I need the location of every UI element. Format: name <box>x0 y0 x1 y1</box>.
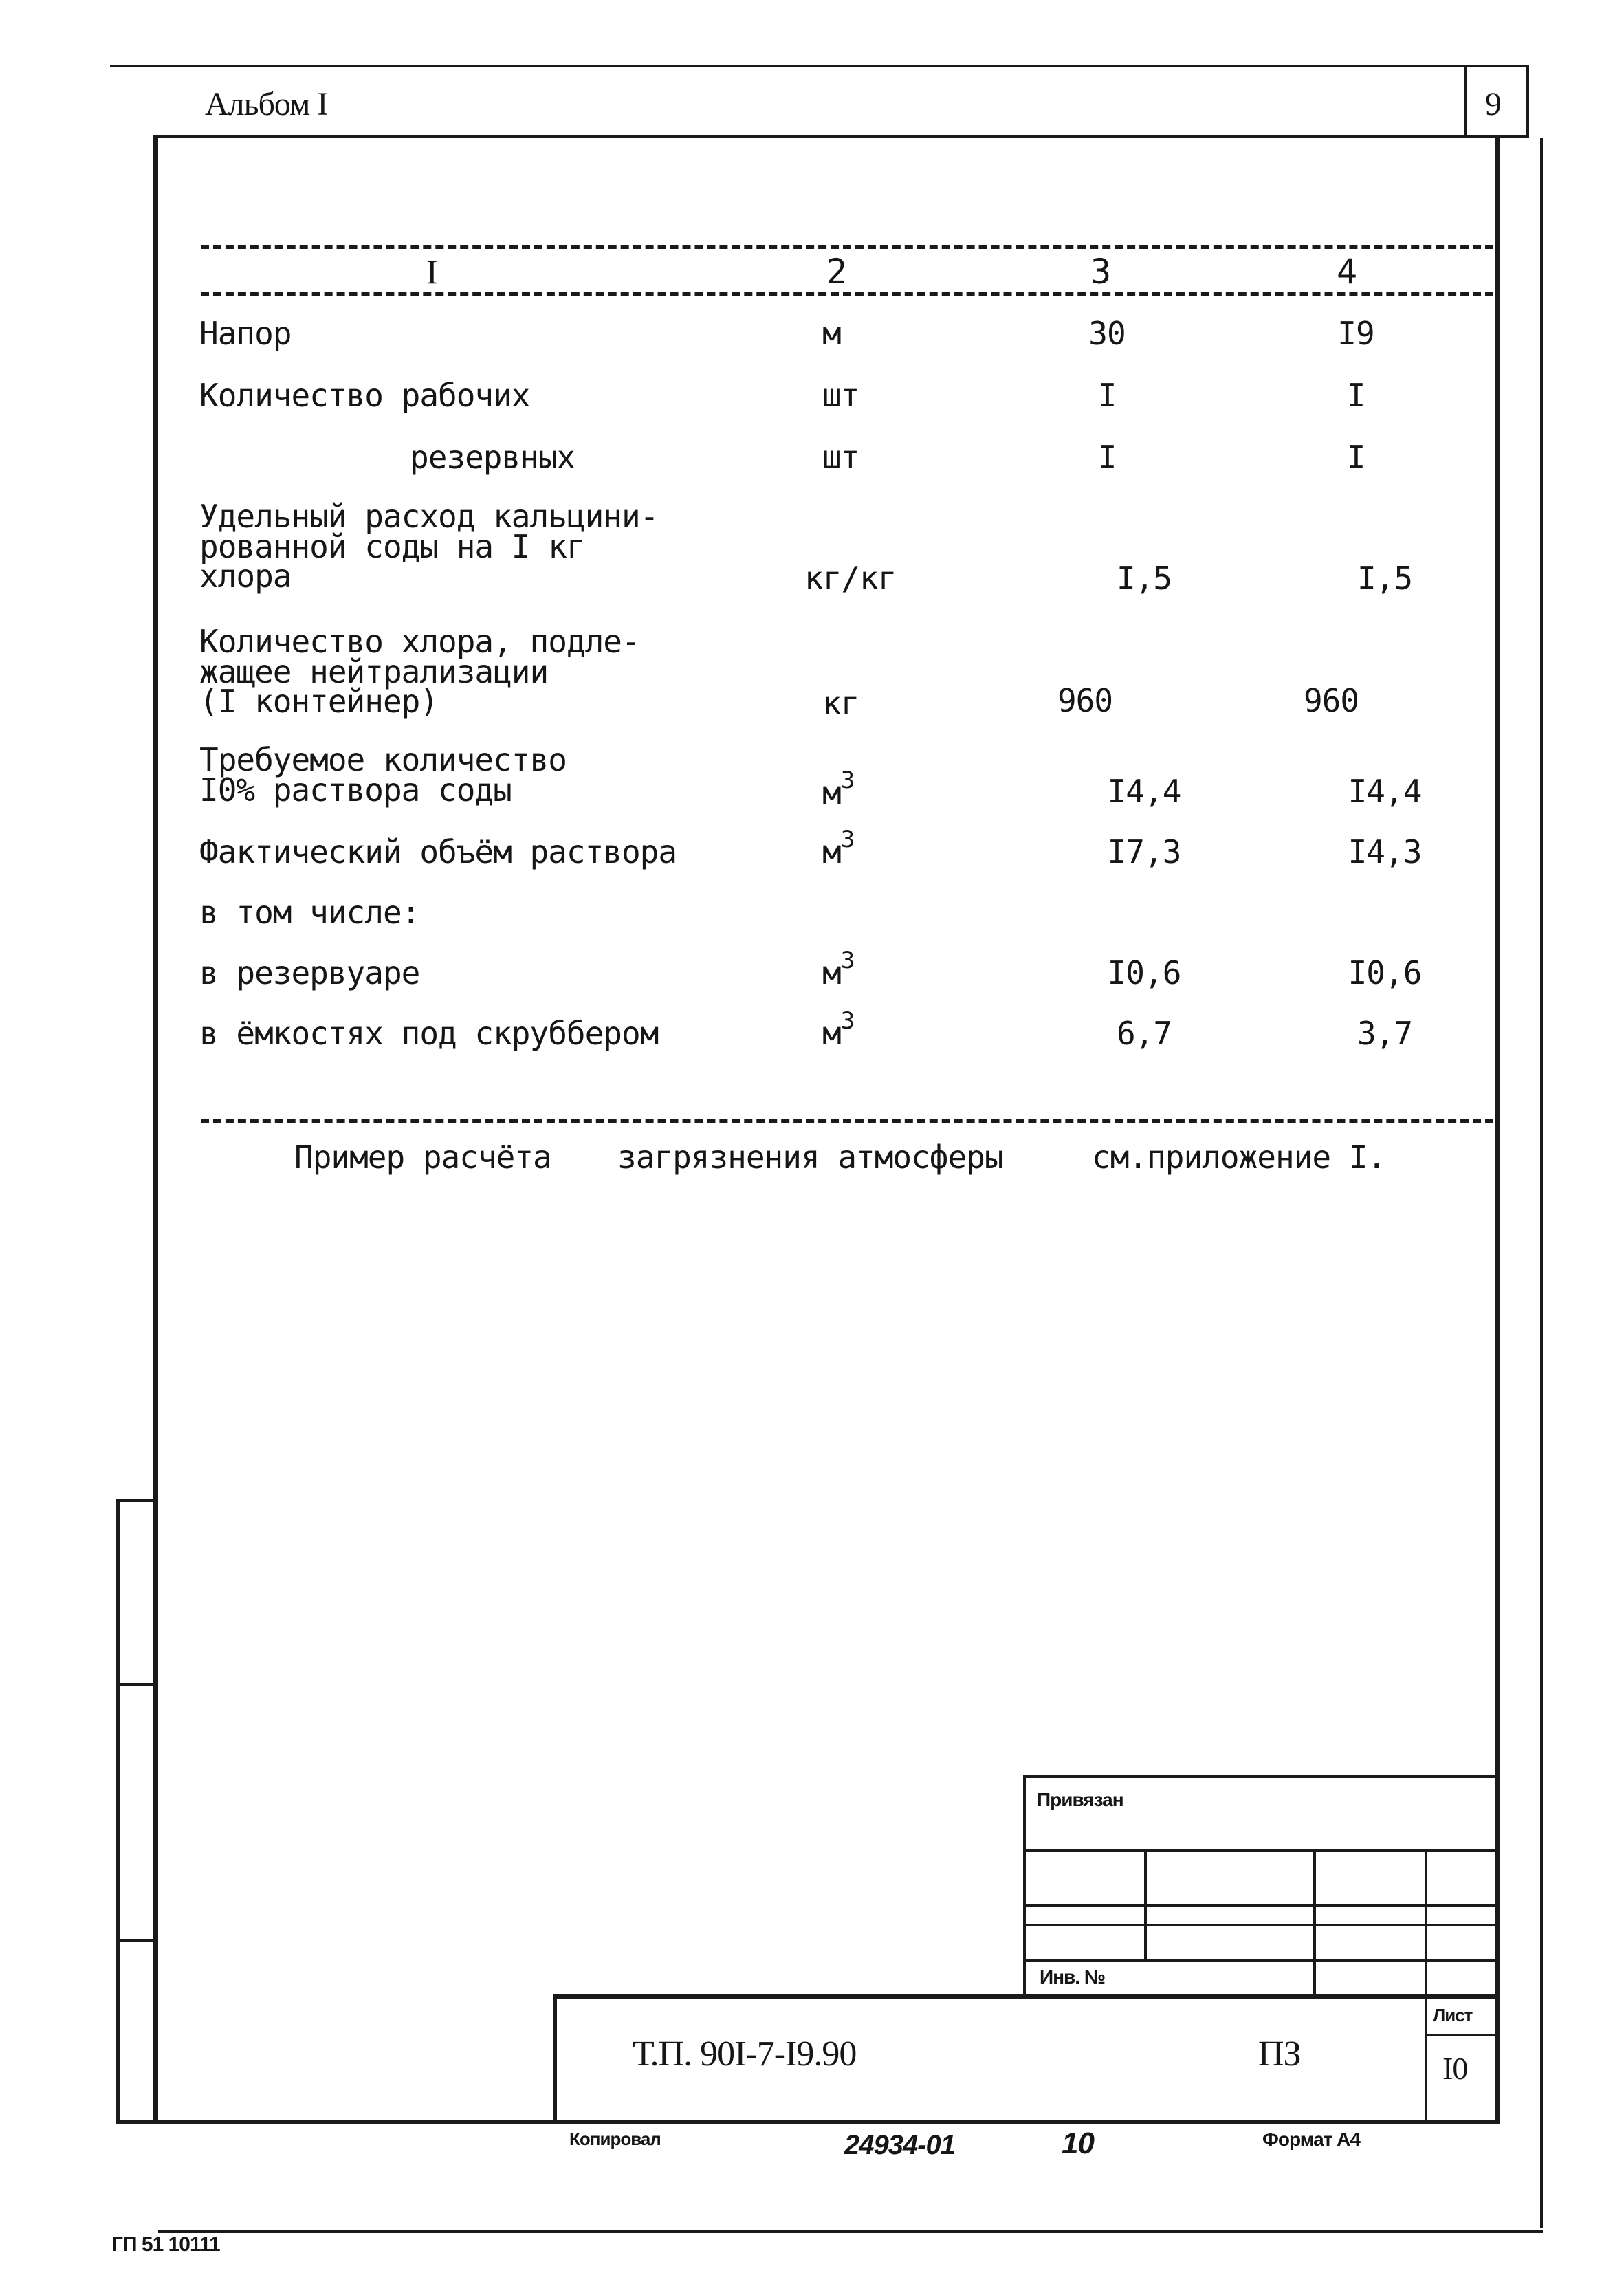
list-number: I0 <box>1442 2051 1468 2086</box>
row-chlorine-amount-col3: 960 <box>1057 682 1113 719</box>
column-header-4: 4 <box>1337 252 1357 292</box>
unit-superscript: 3 <box>840 947 855 974</box>
row-head-col4: I9 <box>1337 315 1374 352</box>
row-required-solution-unit <box>822 767 855 811</box>
row-head-label: Напор <box>199 315 292 352</box>
outer-bottom-border <box>158 2230 1543 2233</box>
row-specific-consumption-col3: I,5 <box>1116 560 1172 597</box>
top-border <box>110 65 1526 67</box>
unit-text: м <box>822 954 841 991</box>
row-reserve-col4: I <box>1346 439 1365 476</box>
privyazan-label: Привязан <box>1037 1789 1123 1810</box>
row-working-label: Количество рабочих <box>199 377 530 414</box>
document-code: ПЗ <box>1258 2034 1301 2074</box>
row-head-col3: 30 <box>1088 315 1126 352</box>
table-top-rule <box>201 245 1493 249</box>
note-part-3: см.приложение I. <box>1092 1139 1386 1176</box>
unit-text: м <box>822 1015 841 1052</box>
row-required-solution-label: Требуемое количество I0% раствора соды <box>199 741 567 809</box>
format-label: Формат А4 <box>1262 2129 1360 2150</box>
stamp-col-1 <box>1144 1849 1147 1961</box>
row-chlorine-amount-col4: 960 <box>1303 682 1359 719</box>
unit-superscript: 3 <box>840 826 855 853</box>
row-actual-volume-col4: I4,3 <box>1348 833 1422 870</box>
stamp-list-divider <box>1425 2034 1500 2036</box>
album-label: Альбом I <box>205 86 328 122</box>
outer-right-border <box>1540 138 1543 2228</box>
unit-superscript: 3 <box>840 1007 855 1035</box>
row-reserve-col3: I <box>1097 439 1117 476</box>
row-scrubber-tanks-unit <box>822 1007 855 1052</box>
row-specific-consumption-label: Удельный расход кальцини- рованной соды на I кг хлора <box>199 498 659 595</box>
header-bottom-border <box>153 135 1526 138</box>
page-number: 9 <box>1485 86 1501 122</box>
stamp-col-2 <box>1313 1849 1316 1997</box>
row-chlorine-amount-unit: кг <box>822 685 859 722</box>
note-part-2: загрязнения атмосферы <box>617 1139 1003 1176</box>
row-actual-volume-unit <box>822 826 855 870</box>
stamp-upper-top <box>1023 1775 1500 1778</box>
row-chlorine-amount-label: Количество хлора, подле- жащее нейтрализации (I контейнер) <box>199 623 640 721</box>
unit-text: м <box>822 774 841 811</box>
row-working-unit: шт <box>822 377 859 414</box>
row-reserve-label: резервных <box>410 439 575 476</box>
note-part-1: Пример расчёта <box>294 1139 551 1176</box>
unit-text: м <box>822 833 841 870</box>
row-scrubber-tanks-col4: 3,7 <box>1357 1015 1413 1052</box>
row-specific-consumption-unit: кг/кг <box>804 560 897 597</box>
copied-by-label: Копировал <box>569 2129 661 2149</box>
row-specific-consumption-col4: I,5 <box>1357 560 1413 597</box>
row-required-solution-col4: I4,4 <box>1348 773 1422 810</box>
stamp-list-left <box>1425 1997 1427 2124</box>
print-code: ГП 51 10111 <box>111 2233 220 2256</box>
row-scrubber-tanks-label: в ёмкостях под скруббером <box>199 1015 659 1052</box>
stamp-row-1 <box>1023 1849 1500 1852</box>
row-reservoir-col4: I0,6 <box>1348 954 1422 991</box>
sheet-count: 10 <box>1062 2127 1094 2160</box>
stamp-main-left <box>553 1994 557 2124</box>
stamp-row-3 <box>1023 1924 1500 1926</box>
margin-strip-top <box>116 1499 158 1502</box>
row-actual-volume-col3: I7,3 <box>1107 833 1181 870</box>
order-number: 24934-01 <box>844 2130 956 2160</box>
inventory-number-label: Инв. № <box>1040 1966 1106 1988</box>
table-header-rule <box>201 292 1493 296</box>
margin-strip-divider-2 <box>116 1939 158 1942</box>
stamp-upper-left <box>1023 1775 1026 1997</box>
frame-right-border <box>1495 135 1500 2124</box>
page-number-box-right <box>1526 65 1529 138</box>
stamp-row-4 <box>1023 1959 1500 1962</box>
row-reservoir-col3: I0,6 <box>1107 954 1181 991</box>
unit-superscript: 3 <box>840 767 855 794</box>
table-bottom-rule <box>201 1119 1493 1123</box>
page-number-box-left <box>1464 65 1467 138</box>
row-reservoir-unit <box>822 947 855 991</box>
row-reserve-unit: шт <box>822 439 859 476</box>
frame-bottom-border <box>116 2120 1500 2124</box>
column-header-1: I <box>426 252 437 291</box>
row-reservoir-label: в резервуаре <box>199 954 420 991</box>
column-header-3: 3 <box>1090 252 1111 292</box>
row-working-col3: I <box>1097 377 1117 414</box>
stamp-row-2 <box>1023 1904 1500 1907</box>
row-including-label: в том числе: <box>199 894 420 931</box>
row-working-col4: I <box>1346 377 1365 414</box>
document-designation: Т.П. 90I-7-I9.90 <box>633 2034 857 2074</box>
row-scrubber-tanks-col3: 6,7 <box>1116 1015 1172 1052</box>
row-head-unit: м <box>822 315 841 352</box>
list-label: Лист <box>1433 2005 1473 2025</box>
frame-left-border <box>153 135 158 2124</box>
stamp-col-3 <box>1425 1849 1427 1997</box>
margin-strip-left <box>116 1499 120 2124</box>
row-actual-volume-label: Фактический объём раствора <box>199 833 677 870</box>
stamp-main-top <box>553 1994 1500 1999</box>
column-header-2: 2 <box>826 252 847 292</box>
row-required-solution-col3: I4,4 <box>1107 773 1181 810</box>
margin-strip-divider-1 <box>116 1683 158 1686</box>
